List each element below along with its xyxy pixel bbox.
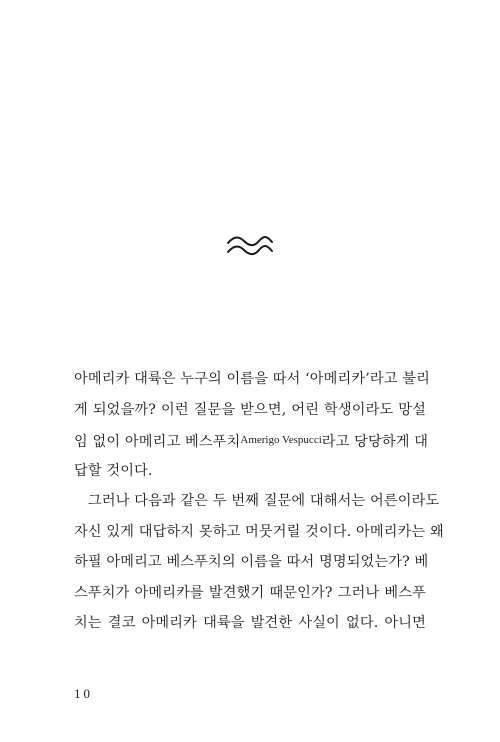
body-text [74,364,444,639]
paragraph-1 [74,364,430,486]
text-line: 스푸치가 아메리카를 발견했기 때문인가? 그러나 베스푸 [74,584,426,601]
text-segment: 임 없이 아메리고 베스푸치 [74,434,241,450]
text-line: 치는 결코 아메리카 대륙을 발견한 사실이 없다. 아니면 [74,615,426,631]
text-line: 아메리카 대륙은 누구의 이름을 따서 ‘아메리카’라고 불리 [74,371,430,387]
text-line [74,425,429,456]
text-line: 그러나 다음과 같은 두 번째 질문에 대해서는 어른이라도 [88,493,440,509]
paragraph-2 [74,486,444,639]
page-number: 10 [74,686,93,701]
text-segment: 라고 당당하게 대 [321,434,429,450]
text-line: 답할 것이다. [74,462,153,479]
english-gloss: Amerigo Vespucci [240,434,322,446]
text-line: 하필 아메리고 베스푸치의 이름을 따서 명명되었는가? 베 [74,554,429,570]
wave-ornament-icon [225,233,275,259]
text-line: 게 되었을까? 이런 질문을 받으면, 어린 학생이라도 망설 [74,401,426,418]
text-line: 자신 있게 대답하지 못하고 머뭇거릴 것이다. 아메리카는 왜 [74,523,444,540]
